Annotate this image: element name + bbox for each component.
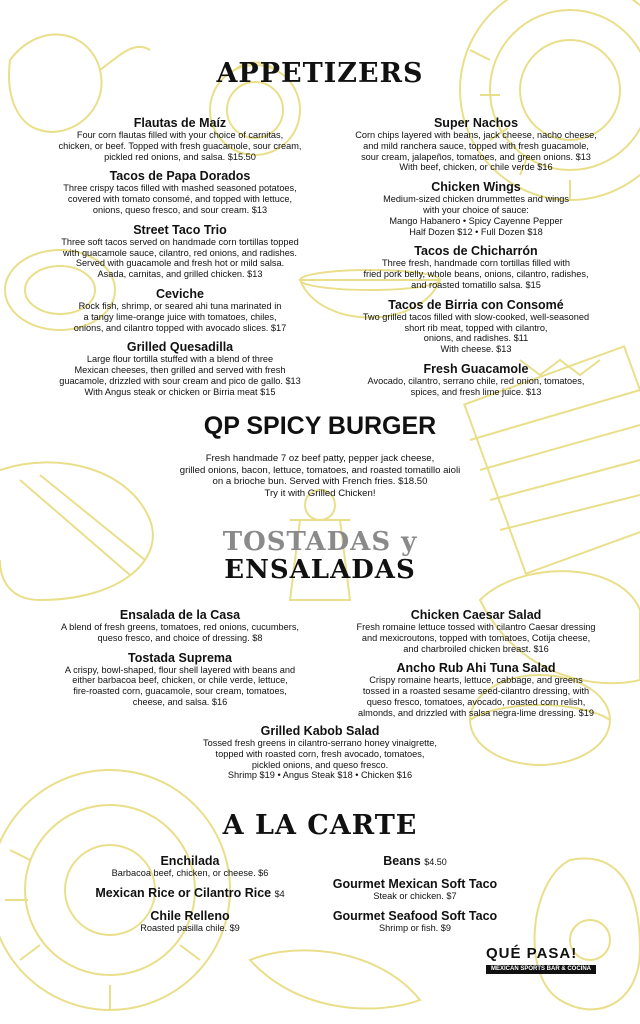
item-name: Super Nachos <box>433 116 519 130</box>
appetizers-title: APPETIZERS <box>216 58 424 89</box>
item-description: A crispy, bowl-shaped, flour shell layered with beans and either barbacoa beef, chicken, or chile verde, lettuce, fire-roasted corn, guacamole, sour cream, tomatoes, cheese, and salsa. $16 <box>64 664 296 707</box>
item-name: Flautas de Maíz <box>133 116 227 130</box>
menu-item <box>330 909 500 934</box>
menu-item <box>170 724 470 781</box>
menu-item <box>40 340 320 397</box>
logo-name: QUÉ PASA! <box>486 945 578 962</box>
item-description: Four corn flautas filled with your choice of carnitas, chicken, or beef. Topped with fresh guacamole, sour cream, pickled red onions, and salsa. $15.50 <box>58 130 302 162</box>
menu-item <box>40 169 320 215</box>
tostadas-right-column <box>330 608 622 726</box>
que-pasa-logo <box>486 946 608 980</box>
menu-item <box>330 877 500 902</box>
tostadas-title-line1: TOSTADAS y <box>222 527 418 557</box>
menu-item <box>330 854 500 869</box>
alacarte-right-column <box>330 854 500 941</box>
item-name: Fresh Guacamole <box>423 361 529 376</box>
menu-item <box>330 362 622 398</box>
appetizers-right-column <box>330 116 622 405</box>
item-name: Beans $4.50 <box>383 854 447 868</box>
item-name: Chile Relleno <box>150 908 230 923</box>
menu-item <box>40 223 320 280</box>
item-description: Fresh romaine lettuce tossed with cilantro Caesar dressing and mexicroutons, topped with tomatoes, Cotija cheese, and charbroiled chicken breast. $16 <box>356 622 596 654</box>
menu-item <box>330 298 622 355</box>
item-description: Three fresh, handmade corn tortillas filled with fried pork belly, whole beans, onions, cilantro, radishes, and roasted tomatillo salsa. $15 <box>363 258 589 290</box>
item-description: Roasted pasilla chile. $9 <box>140 922 240 933</box>
tostadas-center-item <box>170 724 470 788</box>
item-description: Tossed fresh greens in cilantro-serrano honey vinaigrette, topped with roasted corn, fresh avocado, tomatoes, pickled onions, and queso fresco. Shrimp $19 • Angus Steak $18 • Chicken $16 <box>203 738 437 781</box>
tostadas-title-line2: ENSALADAS <box>224 555 416 585</box>
appetizers-left-column <box>40 116 320 405</box>
item-name: Chicken Wings <box>431 180 521 195</box>
menu-item <box>40 287 320 333</box>
item-name: Ensalada de la Casa <box>119 608 241 622</box>
item-name: Tostada Suprema <box>128 650 232 665</box>
item-name: Mexican Rice or Cilantro Rice $4 <box>95 885 285 900</box>
item-description: Fresh handmade 7 oz beef patty, pepper jack cheese, grilled onions, bacon, lettuce, tomatoes, and roasted tomatillo aioli on a brioche bun. Served with French fries. $18.50 Try it with Grilled Chicken! <box>179 453 461 499</box>
item-name: Tacos de Chicharrón <box>414 244 538 259</box>
menu-item <box>330 608 622 654</box>
item-name: Street Taco Trio <box>133 222 227 237</box>
item-description: Avocado, cilantro, serrano chile, red onion, tomatoes, spices, and fresh lime juice. $13 <box>367 375 585 397</box>
burger-title: QP SPICY BURGER <box>203 412 437 440</box>
item-description: Steak or chicken. $7 <box>373 891 457 901</box>
menu-item <box>330 180 622 237</box>
item-description: Crispy romaine hearts, lettuce, cabbage, and greens tossed in a roasted sesame seed-cilantro dressing, with queso fresco, tomatoes, avocado, roasted corn relish, almonds, and drizzled with salsa negra-lime dressing. $19 <box>358 675 594 718</box>
item-description: Rock fish, shrimp, or seared ahi tuna marinated in a tangy lime-orange juice with tomatoes, chiles, onions, and cilantro topped with avocado slices. $17 <box>73 300 287 333</box>
item-description: Shrimp or fish. $9 <box>379 922 451 933</box>
menu-item <box>330 116 622 173</box>
item-description: Large flour tortilla stuffed with a blend of three Mexican cheeses, then grilled and served with fresh guacamole, drizzled with sour cream and pico de gallo. $13 With Angus steak or chicken or Birria meat $15 <box>59 354 301 397</box>
item-name: Enchilada <box>160 854 220 868</box>
item-description: Medium-sized chicken drummettes and wings with your choice of sauce: Mango Habanero • Spicy Cayenne Pepper Half Dozen $12 • Full Dozen $18 <box>383 194 569 237</box>
alacarte-title: A LA CARTE <box>222 810 418 841</box>
alacarte-left-column <box>90 854 290 941</box>
menu-item <box>90 886 290 901</box>
item-name: Tacos de Papa Dorados <box>109 169 251 184</box>
item-name: Grilled Kabob Salad <box>260 724 380 738</box>
menu-item <box>330 661 622 718</box>
item-price: $4 <box>274 888 285 899</box>
item-name: Ancho Rub Ahi Tuna Salad <box>396 661 556 676</box>
item-name: Gourmet Seafood Soft Taco <box>332 908 498 923</box>
burger-description <box>100 453 540 506</box>
item-name: Grilled Quesadilla <box>126 340 234 355</box>
item-price: $4.50 <box>424 857 447 867</box>
item-name: Chicken Caesar Salad <box>410 608 542 622</box>
menu-item <box>90 854 290 879</box>
item-name: Ceviche <box>156 286 204 301</box>
menu-item <box>40 116 320 162</box>
item-description: Three crispy tacos filled with mashed seasoned potatoes, covered with tomato consomé, and topped with lettuce, onions, queso fresco, and sour cream. $13 <box>63 183 297 215</box>
logo-tagline: MEXICAN SPORTS BAR & COCINA <box>486 965 596 974</box>
item-name: Tacos de Birria con Consomé <box>388 297 564 312</box>
item-description: Barbacoa beef, chicken, or cheese. $6 <box>111 868 269 878</box>
item-description: Corn chips layered with beans, jack cheese, nacho cheese, and mild ranchera sauce, topped with fresh guacamole, sour cream, jalapeños, tomatoes, and green onions. $13 With beef, chicken, or chile verde $16 <box>355 130 597 173</box>
menu-item <box>40 651 320 708</box>
menu-item <box>330 244 622 290</box>
menu-item <box>40 608 320 644</box>
item-description: Two grilled tacos filled with slow-cooked, well-seasoned short rib meat, topped with cilantro, onions, and radishes. $11 With cheese. $13 <box>362 311 590 355</box>
chile-outline-bottom <box>250 950 420 1008</box>
avocado-outline-bottomright <box>535 858 640 1009</box>
item-description: Three soft tacos served on handmade corn tortillas topped with guacamole sauce, cilantro, red onions, and radishes. Served with guacamole and fresh hot or mild salsa. Asada, carnitas, and grilled chicken. $13 <box>61 236 299 280</box>
menu-item <box>90 909 290 934</box>
item-name: Gourmet Mexican Soft Taco <box>332 877 498 891</box>
tostadas-left-column <box>40 608 320 715</box>
item-description: A blend of fresh greens, tomatoes, red onions, cucumbers, queso fresco, and choice of dressing. $8 <box>61 622 299 643</box>
